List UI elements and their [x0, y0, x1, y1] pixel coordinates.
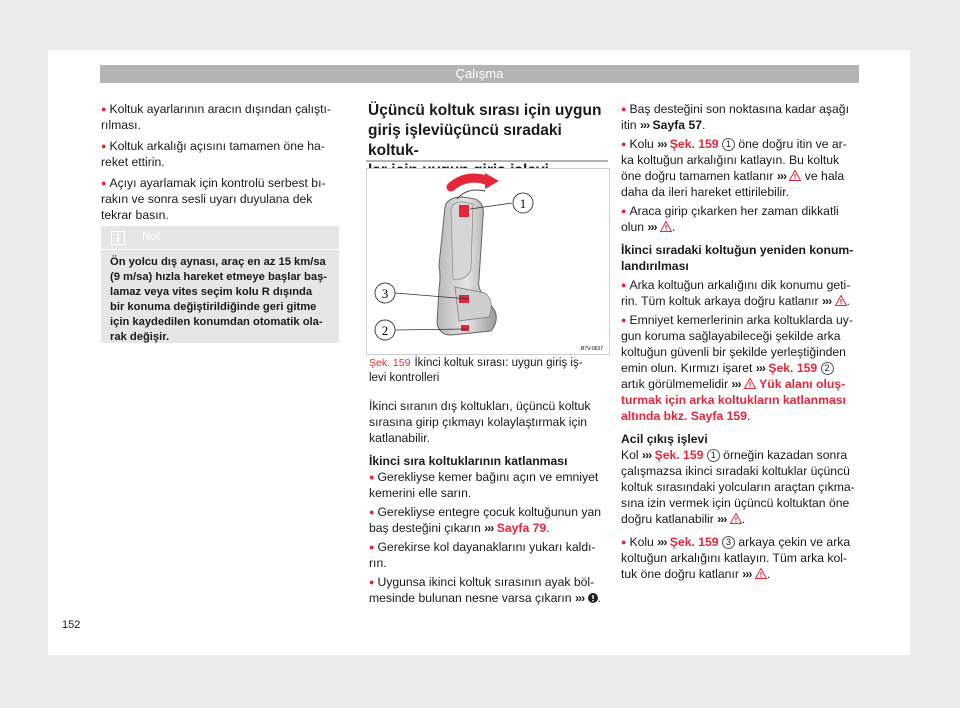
list-item-cont: tuk öne doğru katlanır ››› .	[621, 567, 771, 581]
caption-line: İkinci koltuk sırası: uygun giriş iş-	[414, 357, 583, 369]
list-item: ● Araca girip çıkarken her zaman dikkatli	[621, 203, 861, 219]
para-line: çalışmazsa ikinci sıradaki koltuklar üçüncü	[621, 464, 850, 478]
para-line: koltuk sırasındaki yolcuların araçtan çıkma-	[621, 480, 855, 494]
list-item: ● Koltuk ayarlarının aracın dışından çalıştı-	[101, 101, 341, 117]
para-line: sırasına girip çıkmayı kolaylaştırmak için	[369, 415, 588, 429]
figure-code: B7V-0637	[581, 346, 603, 352]
list-item: ● Gerekliyse entegre çocuk koltuğunun yan	[369, 504, 609, 520]
para-line: İkinci sıranın dış koltukları, üçüncü koltuk	[369, 399, 591, 413]
left-column	[101, 101, 341, 223]
page-number: 152	[62, 619, 81, 631]
seat-illustration	[367, 169, 609, 354]
para-line: katlanabilir.	[369, 431, 430, 445]
list-item-cont: baş desteğini çıkarın ››› Sayfa 79.	[369, 521, 550, 535]
list-item-cont: itin ››› Sayfa 57.	[621, 118, 706, 132]
para-line: doğru katlanabilir ››› .	[621, 512, 746, 526]
alert-icon	[588, 593, 598, 603]
note-line: (9 m/sa) hızla hareket etmeye başlar baş-	[110, 271, 328, 283]
info-icon	[111, 231, 125, 245]
list-item-cont: rin. Tüm koltuk arkaya doğru katlanır ››› .	[621, 294, 850, 308]
list-item-cont: ka koltuğun arkalığını katlayın. Bu koltuk	[621, 153, 840, 167]
heading-line: Üçüncü koltuk sırası için uygun	[368, 102, 602, 119]
subheading: Acil çıkış işlevi	[621, 432, 708, 446]
note-line: Ön yolcu dış aynası, araç en az 15 km/sa	[110, 256, 326, 268]
right-column	[621, 101, 861, 582]
section-header: Çalışma	[100, 65, 859, 83]
callout-ref-3: 3	[722, 536, 735, 549]
note-line: rak değişir.	[110, 331, 170, 343]
list-item-cont: kemerini elle sarın.	[369, 486, 472, 500]
note-line: bir konuma değiştirildiğinde geri gitme	[110, 301, 317, 313]
subheading: İkinci sıradaki koltuğun yeniden konum-	[621, 243, 854, 257]
para-line: sına izin vermek için üçüncü koltuktan öne	[621, 496, 850, 510]
heading-rule	[366, 160, 608, 162]
list-item-cont: koltuğun arkalığını katlayın. Tüm arka kol-	[621, 551, 848, 565]
list-item: ● Baş desteğini son noktasına kadar aşağı	[621, 101, 861, 117]
figure-number: Şek. 159	[369, 357, 411, 369]
warning-icon	[730, 513, 742, 524]
callout-3: 3	[381, 286, 389, 301]
list-item-cont: emin olun. Kırmızı işaret ››› Şek. 159 2	[621, 360, 861, 376]
list-item: ● Gerekliyse kemer bağını açın ve emniyet	[369, 469, 609, 485]
callout-2: 2	[381, 323, 389, 338]
list-item-cont: rın.	[369, 556, 387, 570]
callout-ref-2: 2	[821, 362, 834, 375]
lever-mark	[459, 205, 469, 217]
list-item-cont: rılması.	[101, 118, 141, 132]
list-item-cont: reket ettirin.	[101, 155, 165, 169]
warning-icon	[789, 170, 801, 181]
direction-arrow	[451, 178, 489, 187]
link-line[interactable]: altında bkz. Sayfa 159.	[621, 409, 751, 423]
note-line: lamaz veya vites seçim kolu R dışında	[110, 286, 313, 298]
note-box	[101, 226, 339, 343]
list-item-cont: rakın ve sonra sesli uyarı duyulana dek	[101, 192, 313, 206]
indicator-mark	[461, 325, 469, 331]
middle-column	[369, 398, 609, 606]
list-item-cont: öne doğru tamamen katlanır ››› ve hala	[621, 169, 845, 183]
list-item-cont: tekrar basın.	[101, 208, 169, 222]
seat-figure	[366, 168, 610, 355]
list-item-cont: artık görülmemelidir ››› Yük alanı oluş-	[621, 377, 846, 391]
link-line[interactable]: turmak için arka koltukların katlanması	[621, 393, 846, 407]
callout-ref-1: 1	[722, 138, 735, 151]
warning-icon	[660, 221, 672, 232]
caption-line: levi kontrolleri	[369, 372, 440, 384]
callout-ref-1: 1	[707, 449, 720, 462]
subheading: landırılması	[621, 259, 689, 273]
list-item: ● Kolu ››› Şek. 159 3 arkaya çekin ve arka	[621, 534, 861, 550]
list-item: ● Uygunsa ikinci koltuk sırasının ayak böl-	[369, 574, 609, 590]
warning-icon	[835, 295, 847, 306]
list-item: ● Açıyı ayarlamak için kontrolü serbest bı-	[101, 175, 341, 191]
note-line: için kaydedilen konumdan otomatik ola-	[110, 316, 323, 328]
callout-1: 1	[519, 196, 527, 211]
warning-icon	[755, 568, 767, 579]
figure-caption	[369, 356, 605, 386]
list-item-cont: koltuğun güvenli bir şekilde yerleştiğinden	[621, 345, 846, 359]
warning-icon	[744, 378, 756, 389]
note-body	[110, 255, 332, 345]
list-item: ● Kolu ››› Şek. 159 1 öne doğru itin ve ar-	[621, 136, 861, 152]
subheading: İkinci sıra koltuklarının katlanması	[369, 454, 568, 468]
para-line: Kol ››› Şek. 159 1 örneğin kazadan sonra	[621, 448, 848, 462]
heading-line: giriş işleviüçüncü sıradaki koltuk-	[368, 122, 562, 159]
note-header	[101, 226, 339, 250]
list-item-cont: mesinde bulunan nesne varsa çıkarın ››› .	[369, 591, 601, 605]
list-item: ● Emniyet kemerlerinin arka koltuklarda uy-	[621, 312, 861, 328]
note-title: Not	[142, 231, 160, 243]
list-item: ● Arka koltuğun arkalığını dik konumu geti-	[621, 277, 861, 293]
list-item-cont: gun koruma sağlayabileceği şekilde arka	[621, 329, 841, 343]
list-item-cont: olun ››› .	[621, 220, 676, 234]
list-item: ● Gerekirse kol dayanaklarını yukarı kaldı-	[369, 539, 609, 555]
list-item: ● Koltuk arkalığı açısını tamamen öne ha-	[101, 138, 341, 154]
list-item-cont: daha da ileri hareket ettirilebilir.	[621, 185, 790, 199]
